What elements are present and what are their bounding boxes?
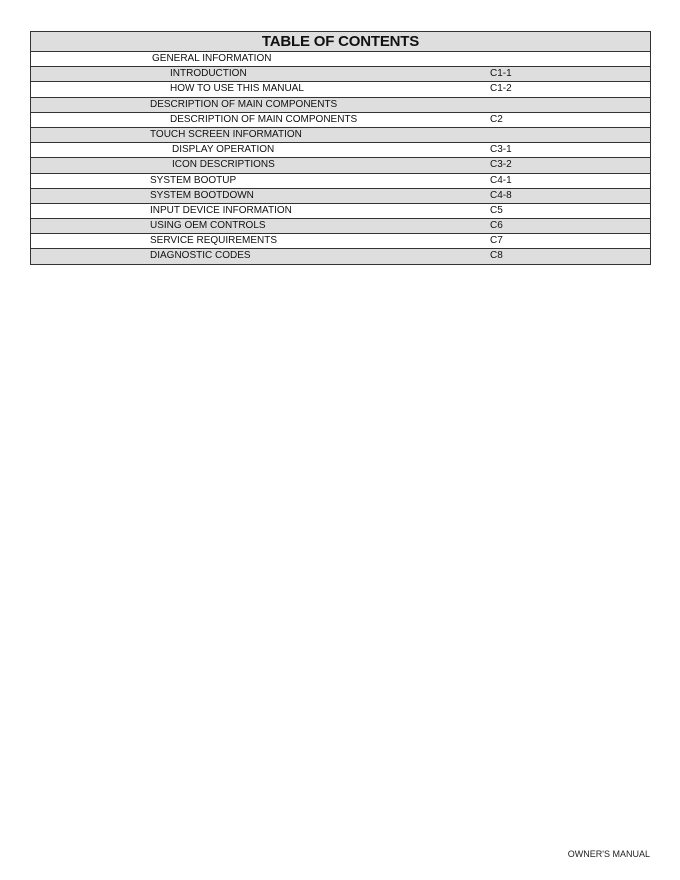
toc-entry-title: INTRODUCTION bbox=[170, 68, 247, 80]
toc-row bbox=[31, 52, 650, 67]
table-of-contents bbox=[30, 31, 651, 265]
toc-row bbox=[31, 219, 650, 234]
toc-entry-page: C7 bbox=[490, 235, 503, 247]
toc-row bbox=[31, 143, 650, 158]
toc-entry-page: C1-1 bbox=[490, 68, 512, 80]
toc-entry-page: C3-1 bbox=[490, 144, 512, 156]
toc-entry-title: USING OEM CONTROLS bbox=[150, 220, 266, 232]
toc-entry-title: SERVICE REQUIREMENTS bbox=[150, 235, 278, 247]
toc-row bbox=[31, 204, 650, 219]
toc-row bbox=[31, 189, 650, 204]
toc-entry-page: C2 bbox=[490, 113, 503, 125]
toc-entry-page: C3-2 bbox=[490, 159, 512, 171]
toc-entry-title: HOW TO USE THIS MANUAL bbox=[170, 83, 304, 95]
toc-entry-title: DESCRIPTION OF MAIN COMPONENTS bbox=[150, 98, 338, 110]
toc-entry-page: C4-8 bbox=[490, 189, 512, 201]
toc-entry-title: GENERAL INFORMATION bbox=[152, 53, 272, 64]
toc-entry-title: DISPLAY OPERATION bbox=[172, 144, 275, 156]
toc-row bbox=[31, 158, 650, 173]
toc-entry-title: DIAGNOSTIC CODES bbox=[150, 250, 251, 262]
toc-row bbox=[31, 249, 650, 264]
toc-entry-title: SYSTEM BOOTDOWN bbox=[150, 189, 254, 201]
toc-row bbox=[31, 113, 650, 128]
toc-row bbox=[31, 67, 650, 82]
footer-label: OWNER'S MANUAL bbox=[567, 849, 650, 859]
toc-entry-title: TOUCH SCREEN INFORMATION bbox=[150, 128, 302, 140]
toc-entry-page: C8 bbox=[490, 250, 503, 262]
toc-entry-title: DESCRIPTION OF MAIN COMPONENTS bbox=[170, 113, 358, 125]
toc-entry-page: C5 bbox=[490, 204, 503, 216]
toc-row bbox=[31, 174, 650, 189]
toc-entry-title: INPUT DEVICE INFORMATION bbox=[150, 204, 292, 216]
toc-entry-title: ICON DESCRIPTIONS bbox=[172, 159, 275, 171]
toc-title: TABLE OF CONTENTS bbox=[31, 32, 650, 52]
toc-row bbox=[31, 98, 650, 113]
toc-entry-page: C6 bbox=[490, 220, 503, 232]
toc-row bbox=[31, 128, 650, 143]
toc-entry-page: C4-1 bbox=[490, 174, 512, 186]
toc-entry-title: SYSTEM BOOTUP bbox=[150, 174, 237, 186]
toc-row bbox=[31, 82, 650, 97]
toc-entry-page: C1-2 bbox=[490, 83, 512, 95]
toc-row bbox=[31, 234, 650, 249]
